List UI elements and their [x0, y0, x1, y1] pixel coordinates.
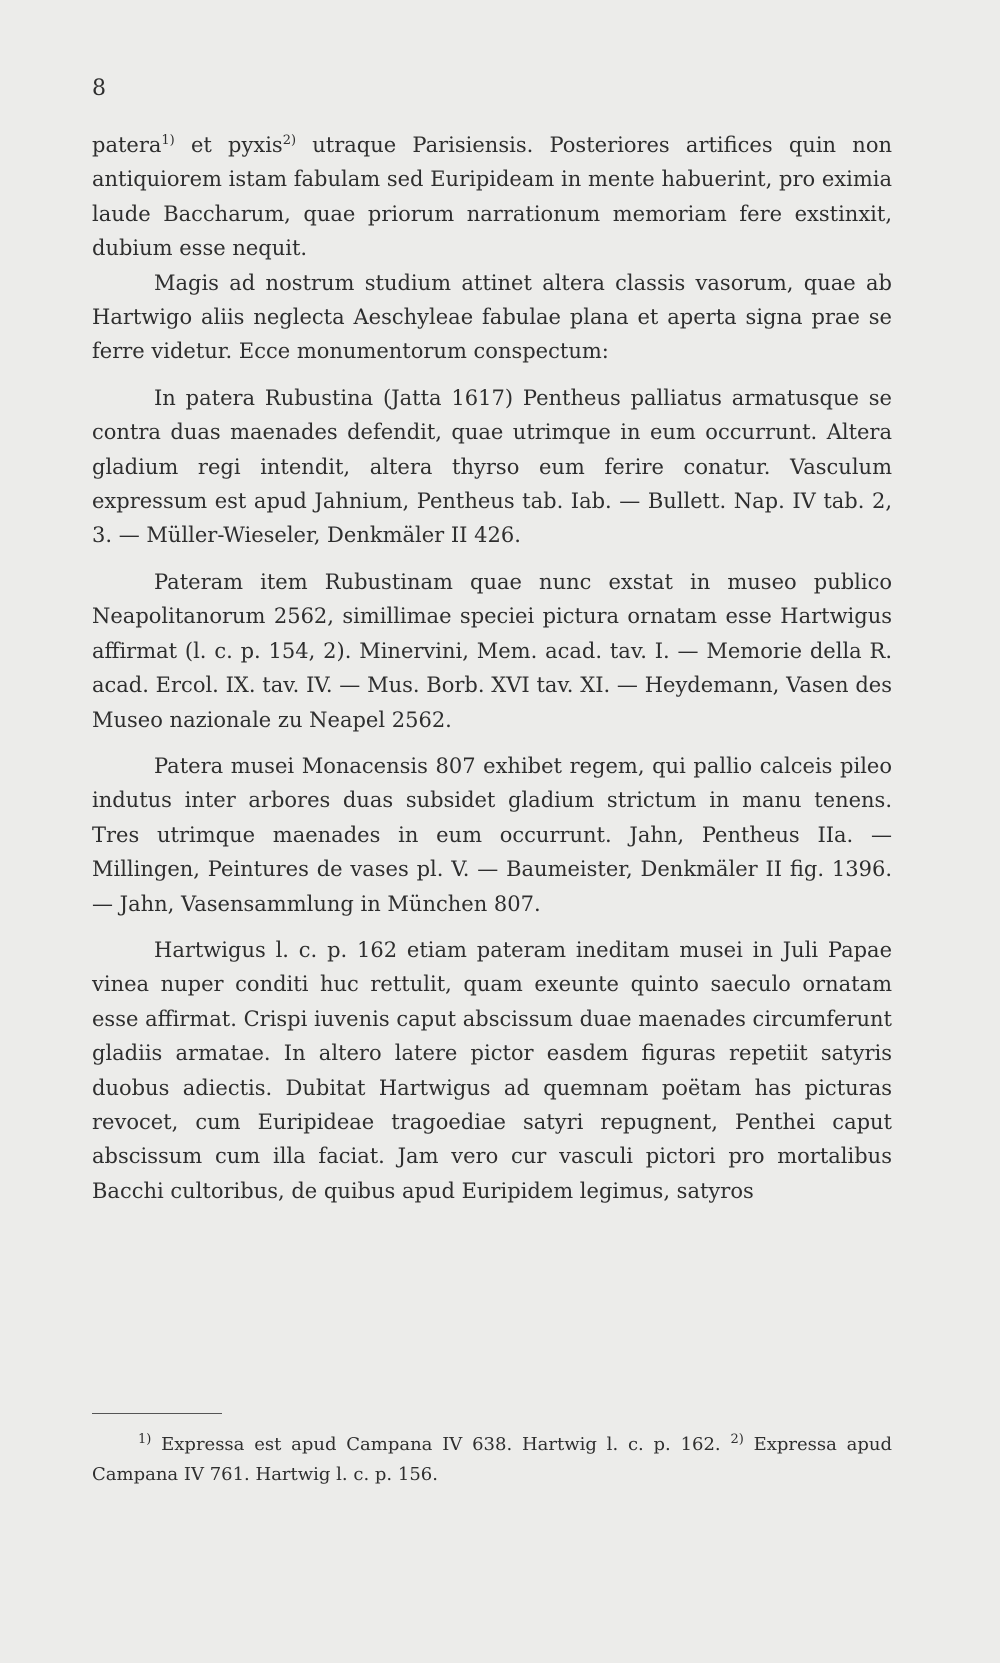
paragraph-1	[92, 128, 892, 266]
paragraph-3: In patera Rubustina (Jatta 1617) Pentheus palliatus armatusque se contra duas maenades defendit, quae utrimque in eum occurrunt. Altera gladium regi intendit, altera thyrso eum ferire conatur. Vasculum expressum est apud Jahnium, Pentheus tab. Iab. — Bullett. Nap. IV tab. 2, 3. — Müller-Wieseler, Denkmäler II 426.	[92, 385, 892, 548]
footnote-2-text: Expressa apud Campana IV 761. Hartwig l. c. p. 156.	[92, 1434, 892, 1485]
paragraph-5: Patera musei Monacensis 807 exhibet regem, qui pallio calceis pileo indutus inter arbores duas subsidet gladium strictum in manu tenens. Tres utrimque maenades in eum occurrunt. Jahn, Pentheus IIa. — Millingen, Peintures de vases pl. V. — Baumeister, Denkmäler II fig. 1396. — Jahn, Vasensammlung in München 807.	[92, 753, 892, 916]
footnote-mark-2: 2)	[730, 1432, 744, 1447]
body-text	[92, 128, 892, 1208]
footnote-paragraph	[92, 1430, 892, 1490]
text-run: et pyxis	[174, 133, 283, 157]
footnote-ref-1: 1)	[161, 133, 175, 148]
footnotes	[92, 1430, 892, 1490]
paragraph-4: Pateram item Rubustinam quae nunc exstat in museo publico Neapolitanorum 2562, simillimae speciei pictura ornatam esse Hartwigus affirmat (l. c. p. 154, 2). Minervini, Mem. acad. tav. I. — Memorie della R. acad. Ercol. IX. tav. IV. — Mus. Borb. XVI tav. XI. — Heydemann, Vasen des Museo nazionale zu Neapel 2562.	[92, 569, 892, 732]
footnote-ref-2: 2)	[282, 133, 297, 148]
footnote-mark-1: 1)	[138, 1432, 152, 1447]
footnote-1-text: Expressa est apud Campana IV 638. Hartwig l. c. p. 162.	[151, 1434, 731, 1455]
text-run: patera	[92, 133, 162, 157]
paragraph-6: Hartwigus l. c. p. 162 etiam pateram ineditam musei in Juli Papae vinea nuper conditi huc rettulit, quam exeunte quinto saeculo ornatam esse affirmat. Crispi iuvenis caput abscissum duae maenades circumferunt gladiis armatae. In altero latere pictor easdem figuras repetiit satyris duobus adiectis. Dubitat Hartwigus ad quemnam poëtam has picturas revocet, cum Euripideae tragoediae satyri repugnent, Penthei caput abscissum cum illa faciat. Jam vero cur vasculi pictori pro mortalibus Bacchi cultoribus, de quibus apud Euripidem legimus, satyros	[92, 937, 892, 1203]
paragraph-2: Magis ad nostrum studium attinet altera classis vasorum, quae ab Hartwigo aliis neglecta Aeschyleae fabulae plana et aperta signa prae se ferre videtur. Ecce monumentorum conspectum:	[92, 270, 892, 364]
text-run: utraque Parisiensis. Posteriores artifices quin non antiquiorem istam fabulam sed Euripideam in mente habuerint, pro eximia laude Baccharum, quae priorum narrationum memoriam fere exstinxit, dubium esse nequit.	[92, 133, 892, 261]
page-number: 8	[92, 76, 106, 101]
footnote-divider	[92, 1413, 222, 1414]
